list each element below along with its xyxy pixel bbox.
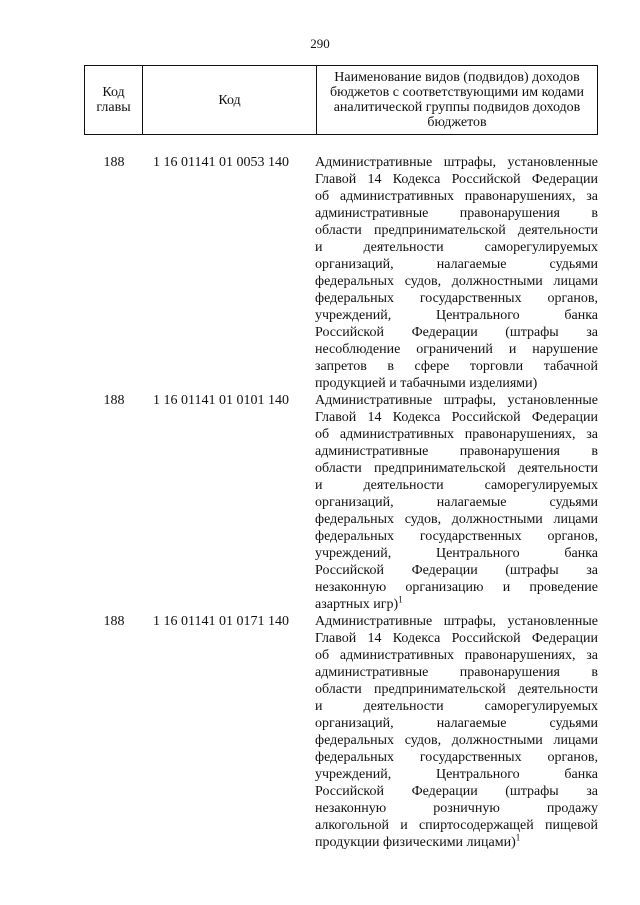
budget-code-cell: 1 16 01141 01 0053 140 xyxy=(153,155,289,170)
description-line: и деятельности саморегулируемых xyxy=(315,699,598,714)
description-line: учреждений, Центрального банка xyxy=(315,767,598,782)
description-line: Российской Федерации (штрафы за xyxy=(315,784,598,799)
description-line: федеральных государственных органов, xyxy=(315,529,598,544)
description-line: федеральных государственных органов, xyxy=(315,291,598,306)
budget-code-cell: 1 16 01141 01 0171 140 xyxy=(153,614,289,629)
description-line: запретов в сфере торговли табачной xyxy=(315,359,598,374)
description-line: административные правонарушения в xyxy=(315,444,598,459)
description-line: Административные штрафы, установленные xyxy=(315,393,598,408)
chapter-code-cell: 188 xyxy=(103,614,125,629)
chapter-code-cell: 188 xyxy=(103,393,125,408)
description-line: Административные штрафы, установленные xyxy=(315,614,598,629)
description-line: несоблюдение ограничений и нарушение xyxy=(315,342,598,357)
table-header xyxy=(84,65,598,135)
description-line: об административных правонарушениях, за xyxy=(315,648,598,663)
description-cell xyxy=(315,392,598,613)
description-line: Главой 14 Кодекса Российской Федерации xyxy=(315,172,598,187)
description-line: Административные штрафы, установленные xyxy=(315,155,598,170)
description-line: об административных правонарушениях, за xyxy=(315,189,598,204)
footnote-marker: 1 xyxy=(398,594,403,605)
description-line: Российской Федерации (штрафы за xyxy=(315,325,598,340)
description-line: федеральных судов, должностными лицами xyxy=(315,274,598,289)
header-chapter-code: Код главы xyxy=(96,85,131,115)
description-line: продукции физическими лицами) xyxy=(315,835,516,850)
description-line: об административных правонарушениях, за xyxy=(315,427,598,442)
description-line: Российской Федерации (штрафы за xyxy=(315,563,598,578)
table-row xyxy=(84,154,598,392)
table-row xyxy=(84,392,598,613)
description-line: федеральных государственных органов, xyxy=(315,750,598,765)
description-cell xyxy=(315,613,598,851)
description-line: и деятельности саморегулируемых xyxy=(315,478,598,493)
table-body xyxy=(84,154,598,851)
description-line: продукцией и табачными изделиями) xyxy=(315,376,538,391)
description-line: незаконную розничную продажу xyxy=(315,801,598,816)
description-line: Главой 14 Кодекса Российской Федерации xyxy=(315,631,598,646)
description-line: организаций, налагаемые судьями xyxy=(315,716,598,731)
header-name: Наименование видов (подвидов) доходов бюджетов с соответствующими им кодами аналитической группы подвидов доходов бюджетов xyxy=(316,66,597,134)
description-line: федеральных судов, должностными лицами xyxy=(315,733,598,748)
description-line xyxy=(315,596,598,613)
table-row xyxy=(84,613,598,851)
description-line: организаций, налагаемые судьями xyxy=(315,495,598,510)
description-cell xyxy=(315,154,598,392)
chapter-code-cell: 188 xyxy=(103,155,125,170)
description-line: области предпринимательской деятельности xyxy=(315,461,598,476)
budget-code-cell: 1 16 01141 01 0101 140 xyxy=(153,393,289,408)
description-line: алкогольной и спиртосодержащей пищевой xyxy=(315,818,598,833)
description-line: учреждений, Центрального банка xyxy=(315,308,598,323)
description-line: Главой 14 Кодекса Российской Федерации xyxy=(315,410,598,425)
description-line: организаций, налагаемые судьями xyxy=(315,257,598,272)
description-line xyxy=(315,834,598,851)
description-line: федеральных судов, должностными лицами xyxy=(315,512,598,527)
description-line: незаконную организацию и проведение xyxy=(315,580,598,595)
description-line: и деятельности саморегулируемых xyxy=(315,240,598,255)
page-number: 290 xyxy=(310,36,330,51)
description-line: области предпринимательской деятельности xyxy=(315,682,598,697)
footnote-marker: 1 xyxy=(515,832,521,843)
description-line: административные правонарушения в xyxy=(315,665,598,680)
description-line: учреждений, Центрального банка xyxy=(315,546,598,561)
description-line: области предпринимательской деятельности xyxy=(315,223,598,238)
header-code: Код xyxy=(142,66,316,134)
description-line: азартных игр) xyxy=(315,597,399,612)
description-line: административные правонарушения в xyxy=(315,206,598,221)
